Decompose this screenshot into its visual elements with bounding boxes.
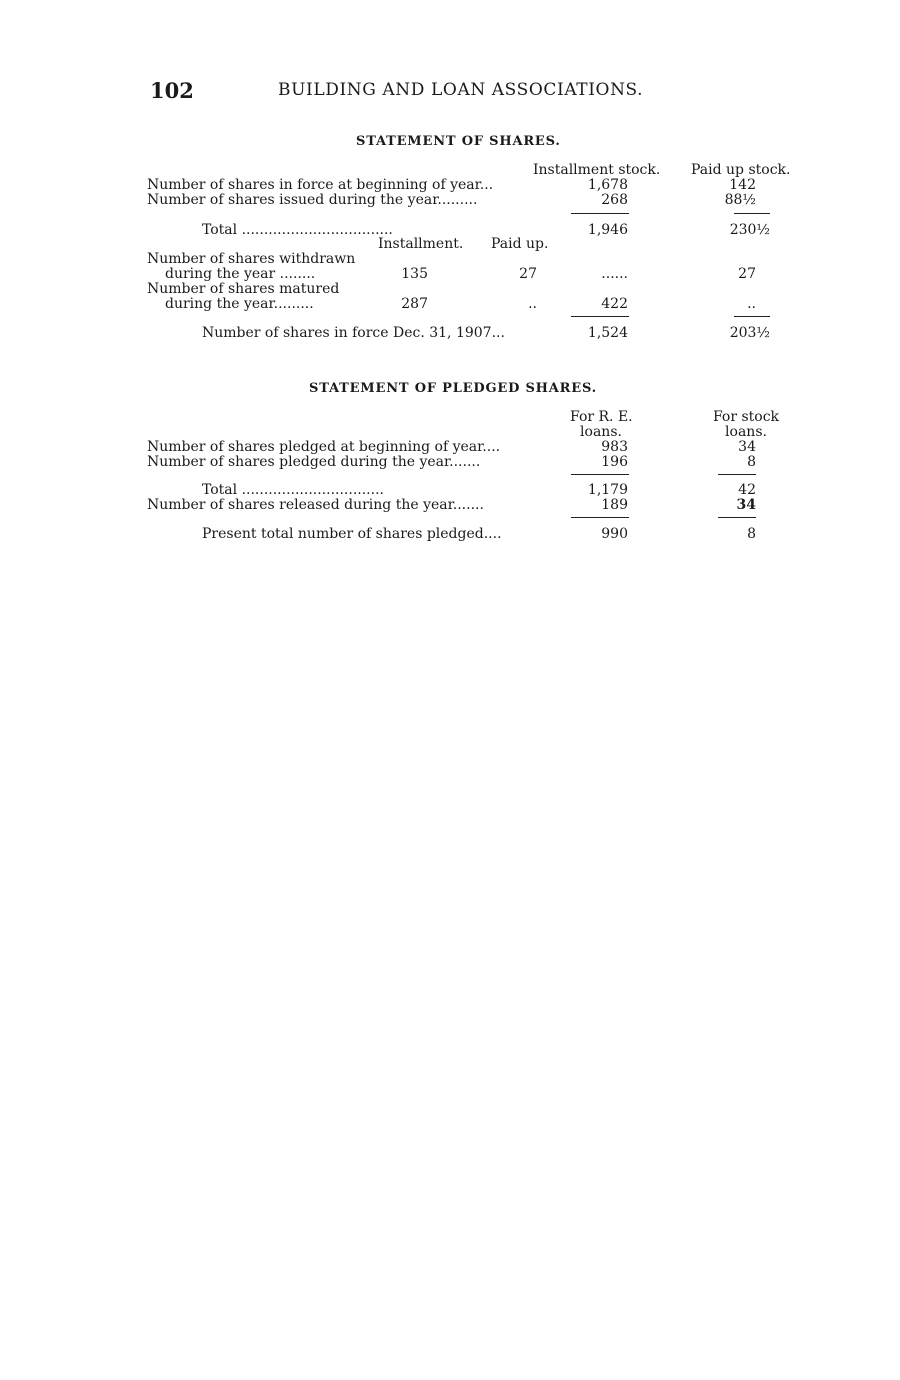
shares-matured-paidup: .. (747, 296, 756, 312)
rule-pledged-re-1 (571, 474, 629, 475)
shares-withdrawn-label-1: Number of shares withdrawn (147, 251, 356, 267)
shares-matured-label-1: Number of shares matured (147, 281, 340, 297)
col-header-paid-up-stock: Paid up stock. (691, 162, 791, 178)
shares-total-label: Total .................................. (202, 222, 393, 238)
sub-col-header-paid-up: Paid up. (491, 236, 549, 252)
col-header-re-loans-line1: For R. E. (570, 409, 633, 425)
pledged-total-stock: 42 (738, 482, 756, 498)
pledged-total-re: 1,179 (587, 482, 628, 498)
pledged-during-label: Number of shares pledged during the year....... (147, 454, 481, 470)
rule-pledged-re-2 (571, 517, 629, 518)
shares-withdrawn-label-2: during the year ........ (165, 266, 316, 282)
pledged-begin-label: Number of shares pledged at beginning of year.... (147, 439, 501, 455)
shares-withdrawn-paidup: 27 (738, 266, 756, 282)
shares-withdrawn-sub-installment: 135 (401, 266, 428, 282)
pledged-released-label: Number of shares released during the year....... (147, 497, 484, 513)
shares-total-installment: 1,946 (587, 222, 628, 238)
pledged-released-stock: 34 (736, 497, 756, 513)
sub-col-header-installment: Installment. (378, 236, 464, 252)
pledged-section-title: STATEMENT OF PLEDGED SHARES. (309, 381, 597, 396)
shares-issued-installment: 268 (601, 192, 628, 208)
pledged-present-stock: 8 (747, 526, 756, 542)
col-header-stock-loans-line2: loans. (725, 424, 767, 440)
rule-pledged-stock-1 (718, 474, 756, 475)
shares-matured-sub-paidup: .. (528, 296, 537, 312)
shares-section-title: STATEMENT OF SHARES. (356, 134, 561, 149)
page-number: 102 (150, 78, 194, 103)
rule-pledged-stock-2 (718, 517, 756, 518)
shares-issued-label: Number of shares issued during the year......... (147, 192, 478, 208)
shares-force-paidup: 203½ (729, 325, 770, 341)
pledged-during-re: 196 (601, 454, 628, 470)
shares-matured-sub-installment: 287 (401, 296, 428, 312)
shares-withdrawn-sub-paidup: 27 (519, 266, 537, 282)
pledged-present-label: Present total number of shares pledged.... (202, 526, 502, 542)
col-header-stock-loans-line1: For stock (712, 409, 780, 425)
shares-withdrawn-installment: ...... (601, 266, 628, 282)
running-head: BUILDING AND LOAN ASSOCIATIONS. (278, 80, 644, 100)
pledged-begin-stock: 34 (738, 439, 756, 455)
pledged-begin-re: 983 (601, 439, 628, 455)
shares-matured-installment: 422 (601, 296, 628, 312)
shares-begin-paidup: 142 (729, 177, 756, 193)
shares-force-installment: 1,524 (587, 325, 628, 341)
shares-matured-label-2: during the year......... (165, 296, 314, 312)
rule-shares-installment-2 (571, 316, 629, 317)
rule-shares-installment-1 (571, 213, 629, 214)
col-header-re-loans-line2: loans. (580, 424, 622, 440)
pledged-total-label: Total ................................ (202, 482, 384, 498)
pledged-present-re: 990 (601, 526, 628, 542)
shares-issued-paidup: 88½ (724, 192, 756, 208)
pledged-during-stock: 8 (747, 454, 756, 470)
shares-begin-label: Number of shares in force at beginning of year... (147, 177, 494, 193)
rule-shares-paidup-1 (734, 213, 770, 214)
shares-total-paidup: 230½ (729, 222, 770, 238)
shares-begin-installment: 1,678 (587, 177, 628, 193)
rule-shares-paidup-2 (734, 316, 770, 317)
shares-force-label: Number of shares in force Dec. 31, 1907... (202, 325, 505, 341)
pledged-released-re: 189 (601, 497, 628, 513)
col-header-installment-stock: Installment stock. (533, 162, 661, 178)
